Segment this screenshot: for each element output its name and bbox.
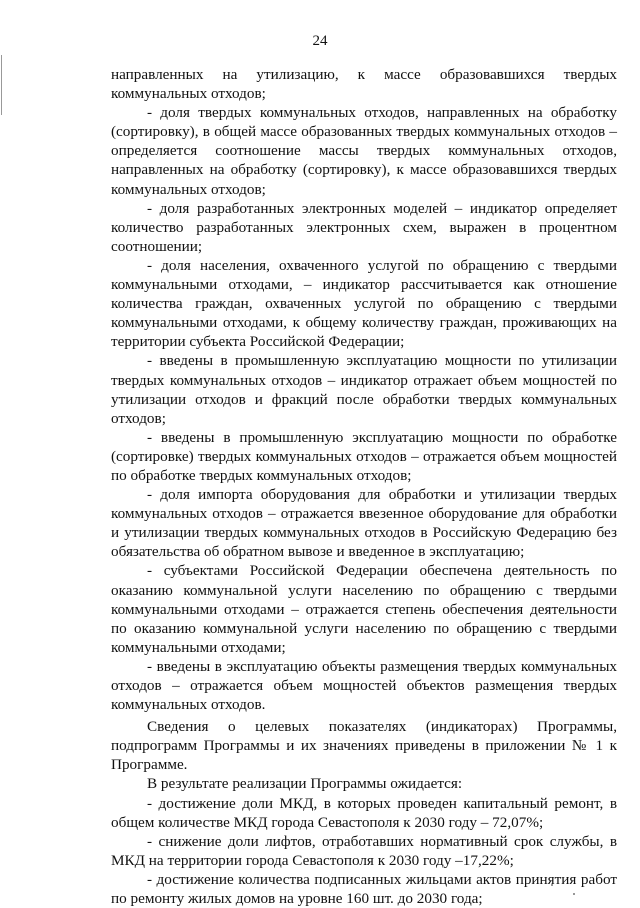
paragraph: - введены в промышленную эксплуатацию мощности по обработке (сортировке) твердых коммунальных отходов – отражается объем мощностей по обработке твердых коммунальных отходов; xyxy=(111,428,617,484)
paragraph: - введены в промышленную эксплуатацию мощности по утилизации твердых коммунальных отходов – индикатор отражает объем мощностей по утилизации отходов и фракций после обработки твердых коммунальных отходов; xyxy=(111,352,617,427)
paragraph: - доля населения, охваченного услугой по обращению с твердыми коммунальными отходами, – индикатор рассчитывается как отношение количества граждан, охваченных услугой по обращению с твердыми коммунальными отходами, к общему количеству граждан, проживающих на территории субъекта Российской Федерации; xyxy=(111,256,617,351)
paragraph: - введены в эксплуатацию объекты размещения твердых коммунальных отходов – отражается объем мощностей объектов размещения твердых коммунальных отходов. xyxy=(111,657,617,714)
paragraph: - достижение доли МКД, в которых проведен капитальный ремонт, в общем количестве МКД города Севастополя к 2030 году – 72,07%; xyxy=(111,794,617,831)
paragraph: направленных на утилизацию, к массе образовавшихся твердых коммунальных отходов; xyxy=(111,66,617,103)
scan-edge-mark xyxy=(1,55,2,115)
paragraph: В результате реализации Программы ожидается: xyxy=(147,775,463,793)
paragraph: - доля импорта оборудования для обработки и утилизации твердых коммунальных отходов – отражается ввезенное оборудование для обработки и утилизации твердых коммунальных отходов в Российскую Федерацию без обязательства об обратном вывозе и введенное в эксплуатацию; xyxy=(111,486,617,561)
paragraph: - снижение доли лифтов, отработавших нормативный срок службы, в МКД на территории города Севастополя к 2030 году –17,22%; xyxy=(111,832,617,869)
paragraph: - субъектами Российской Федерации обеспечена деятельность по оказанию коммунальной услуги населению по обращению с твердыми коммунальными отходами – отражается степень обеспечения деятельности по оказанию коммунальной услуги населению по обращению с твердыми коммунальными отходами; xyxy=(111,562,617,656)
paragraph: - доля твердых коммунальных отходов, направленных на обработку (сортировку), в общей массе образованных твердых коммунальных отходов – определяется соотношение массы твердых коммунальных отходов, направленных на обработку (сортировку), к массе образовавшихся твердых коммунальных отходов; xyxy=(111,104,617,198)
page-number: 24 xyxy=(312,33,328,49)
paragraph: Сведения о целевых показателях (индикаторах) Программы, подпрограмм Программы и их значениях приведены в приложении № 1 к Программе. xyxy=(111,718,617,774)
document-body xyxy=(111,65,617,908)
paragraph: - достижение количества подписанных жильцами актов принятия работ по ремонту жилых домов на уровне 160 шт. до 2030 года; xyxy=(111,870,617,908)
paragraph: - доля разработанных электронных моделей – индикатор определяет количество разработанных электронных схем, выражен в процентном соотношении; xyxy=(111,199,617,255)
